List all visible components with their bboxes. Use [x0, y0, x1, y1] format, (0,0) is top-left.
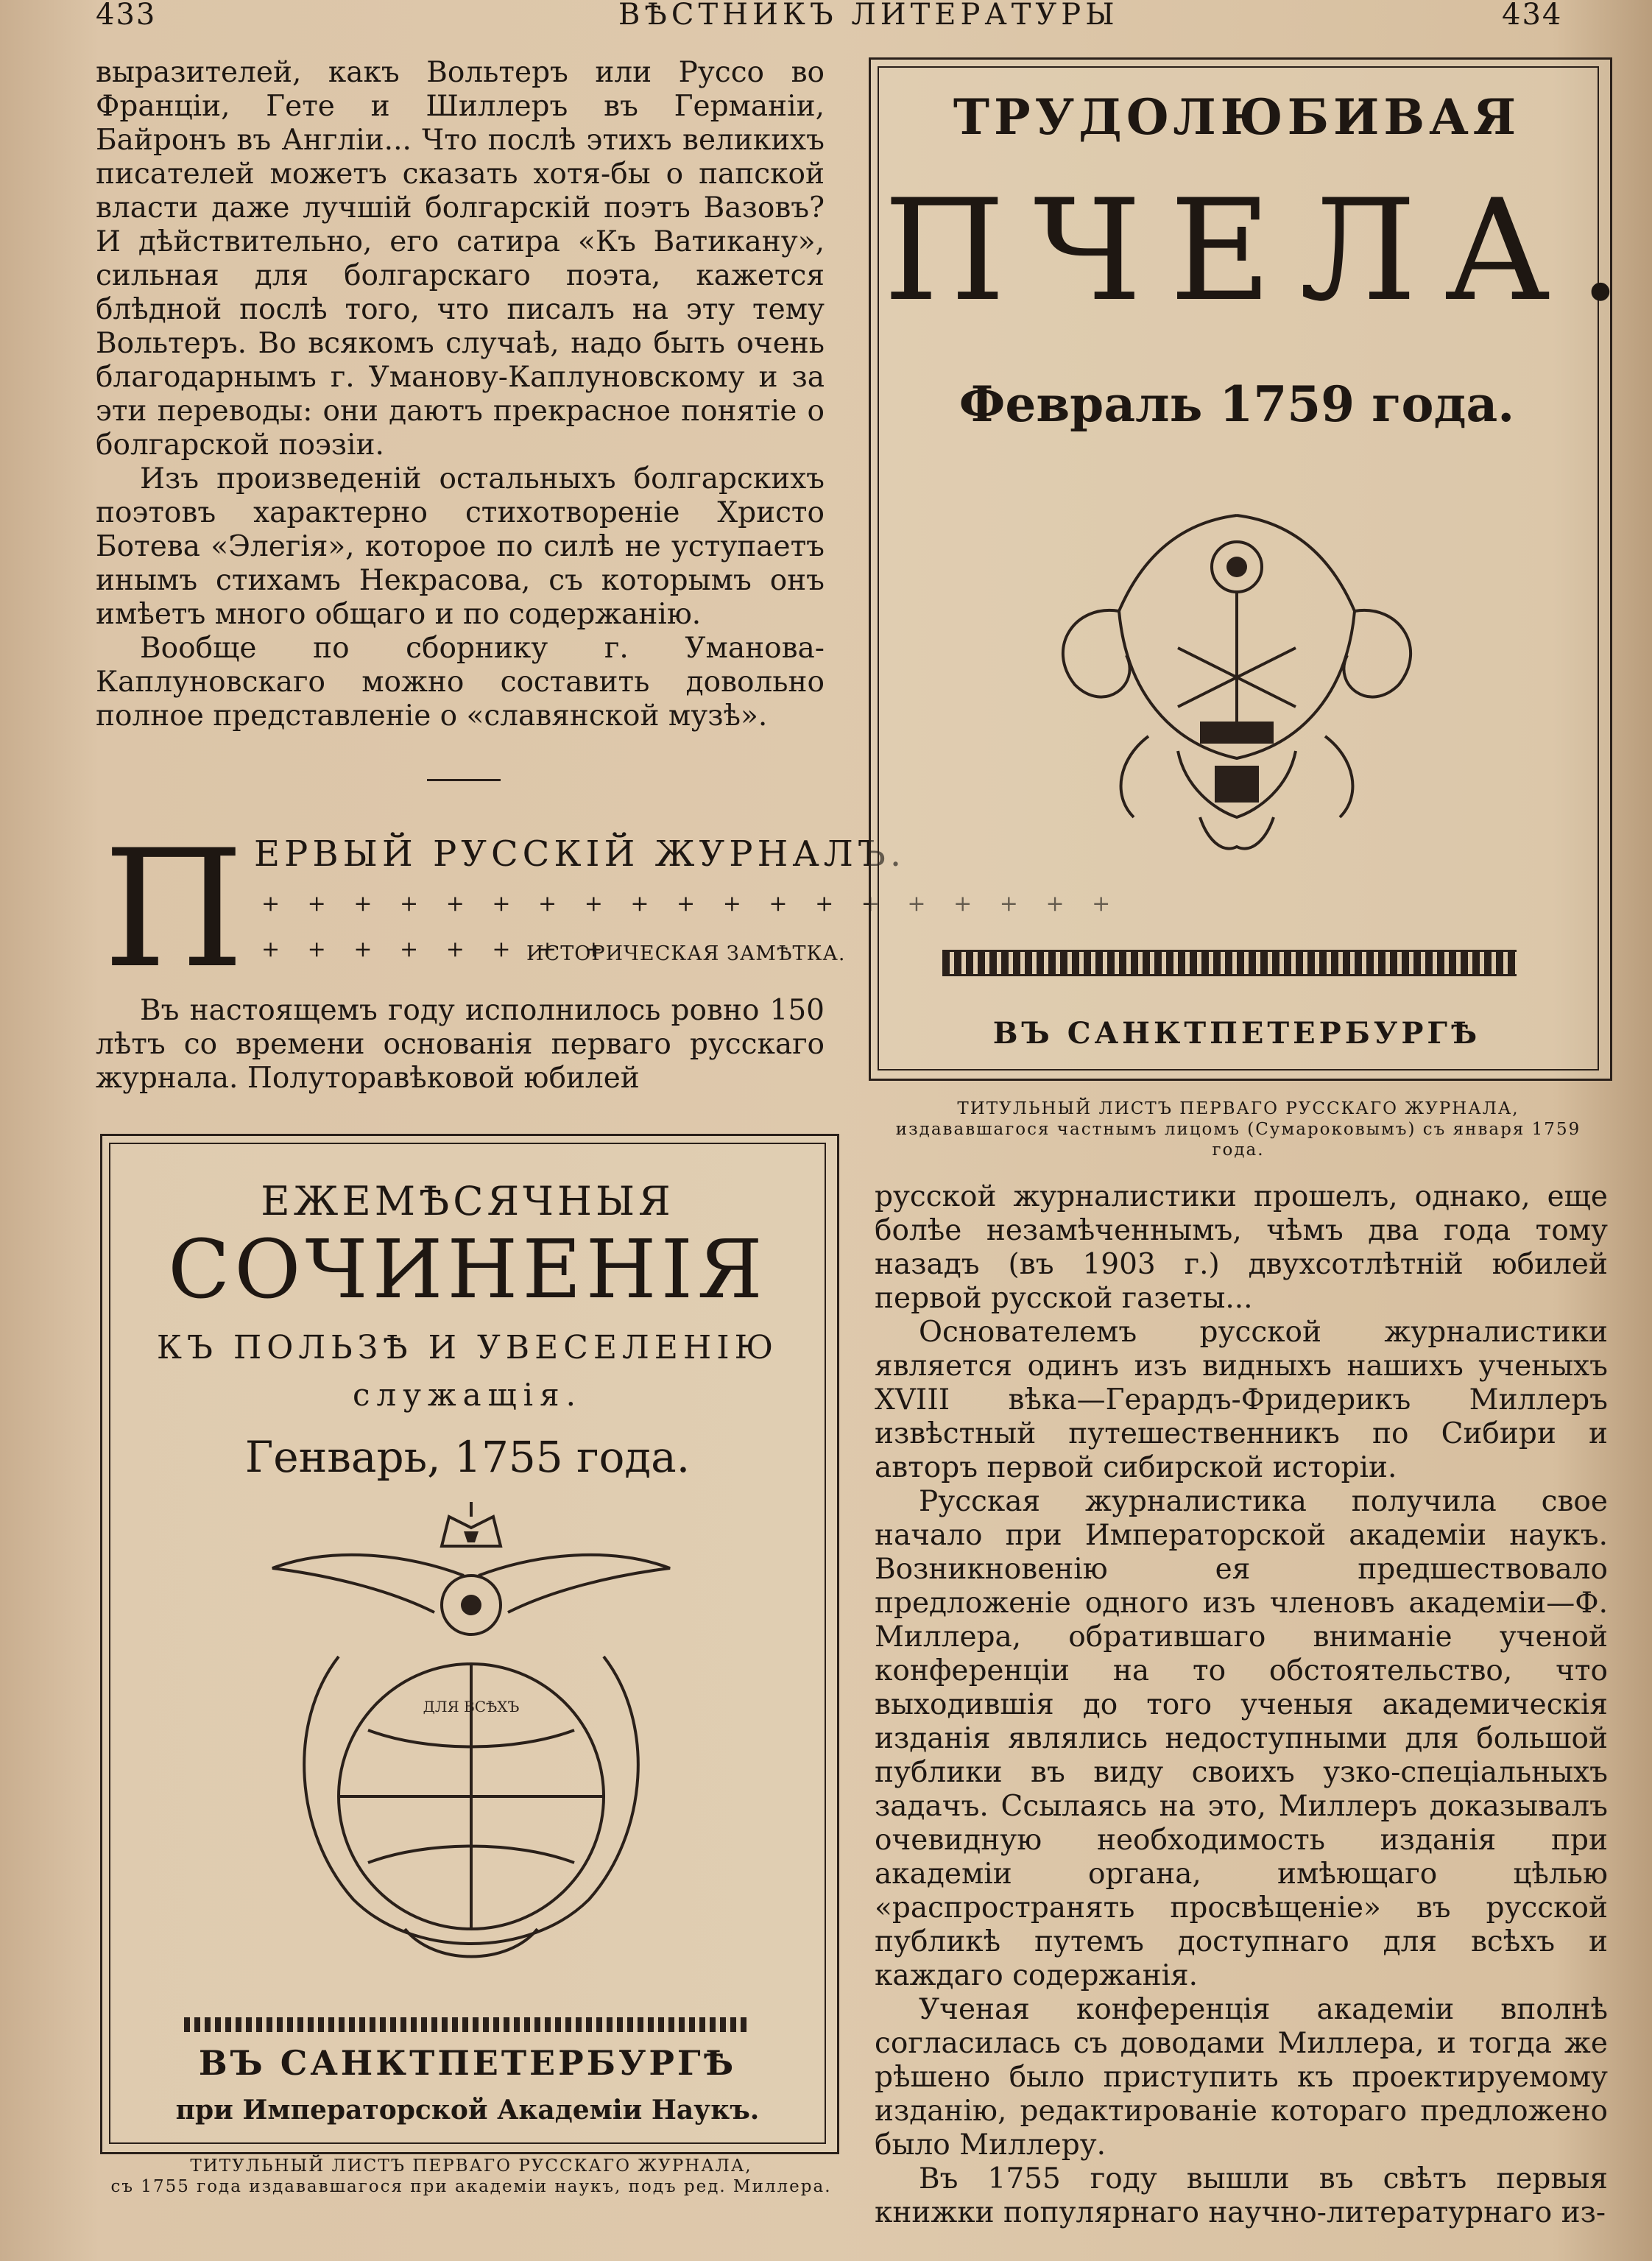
emblem-motto: ДЛЯ ВСѢХЪ	[423, 1698, 520, 1715]
figure1-date: Февраль 1759 года.	[959, 375, 1515, 433]
paragraph: Въ 1755 году вышли въ свѣтъ первыя книжки популярнаго научно-литературнаго из-	[875, 2162, 1608, 2229]
paragraph: Основателемъ русской журналистики является одинъ изъ видныхъ нашихъ ученыхъ XVIII вѣка—Герардъ-Фридерикъ Миллеръ извѣстный путешественникъ по Сибири и авторъ первой сибирской исторіи.	[875, 1316, 1608, 1484]
right-column-text	[875, 1180, 1608, 2230]
paragraph: русской журналистики прошелъ, однако, еще болѣе незамѣченнымъ, чѣмъ два года тому назадъ (въ 1903 г.) двухсотлѣтній юбилей первой русской газеты...	[875, 1180, 1608, 1315]
cartouche-emblem-icon	[1031, 501, 1443, 869]
paragraph: Вообще по сборнику г. Уманова-Каплуновскаго можно составить довольно полное представленіе о «славянской музѣ».	[96, 632, 825, 733]
article-intro	[96, 994, 825, 1096]
ornament-crosses: + + + + + + + +	[261, 937, 613, 962]
ornamental-rule	[942, 950, 1517, 976]
ornamental-rule	[184, 2017, 751, 2032]
caption-line: ТИТУЛЬНЫЙ ЛИСТЪ ПЕРВАГО РУССКАГО ЖУРНАЛА,	[190, 2156, 752, 2176]
paragraph: Ученая конференція академіи вполнѣ согласилась съ доводами Миллера, и тогда же рѣшено было приступить къ проектируемому изданію, редактированіе котораго предложено было Миллеру.	[875, 1993, 1608, 2162]
caption-line: ТИТУЛЬНЫЙ ЛИСТЪ ПЕРВАГО РУССКАГО ЖУРНАЛА,	[957, 1099, 1519, 1118]
section-divider	[427, 779, 501, 781]
figure2-title-top: ЕЖЕМѢСЯЧНЫЯ	[261, 1178, 674, 1224]
figure1-title-big: ПЧЕЛА.	[883, 169, 1651, 332]
article-title: ЕРВЫЙ РУССКІЙ ЖУРНАЛЪ.	[254, 833, 906, 875]
paragraph: выразителей, какъ Вольтеръ или Руссо во Франціи, Гете и Шиллеръ въ Германіи, Байронъ въ Англіи... Что послѣ этихъ великихъ писателей можетъ сказать хотя-бы о папской власти даже лучшій болгарскій поэтъ Вазовъ? И дѣйствительно, его сатира «Къ Ватикану», сильная для болгарскаго поэта, кажется блѣдной послѣ того, что писалъ на эту тему Вольтеръ. Во всякомъ случаѣ, надо быть очень благодарнымъ г. Уманову-Каплуновскому и за эти переводы: они даютъ прекрасное понятіе о болгарской поэзіи.	[96, 56, 825, 462]
caption-line: съ 1755 года издававшагося при академіи наукъ, подъ ред. Миллера.	[110, 2177, 832, 2196]
figure2-title-big: СОЧИНЕНІЯ	[168, 1222, 767, 1316]
paragraph: Изъ произведеній остальныхъ болгарскихъ поэтовъ характерно стихотвореніе Христо Ботева «Элегія», которое по силѣ не уступаетъ инымъ стихамъ Некрасова, съ которымъ онъ имѣетъ много общаго и по содержанію.	[96, 462, 825, 631]
page-number-left: 433	[96, 0, 157, 32]
figure2-city: ВЪ САНКТПЕТЕРБУРГѢ	[198, 2043, 737, 2083]
paragraph: Въ настоящемъ году исполнилось ровно 150 лѣтъ со времени основанія перваго русскаго журнала. Полуторавѣковой юбилей	[96, 994, 825, 1095]
figure2-caption	[88, 2156, 854, 2197]
figure1-title-top: ТРУДОЛЮБИВАЯ	[953, 88, 1521, 146]
page-number-right: 434	[1502, 0, 1563, 32]
figure2-subtitle-2: служащія.	[353, 1377, 582, 1413]
drop-cap: П	[103, 815, 244, 1003]
eagle-globe-emblem-icon	[243, 1487, 699, 1995]
figure2-academy: при Императорской Академіи Наукъ.	[175, 2095, 760, 2126]
ornament-crosses: + + + + + + + + + + + + + + + + + + +	[261, 891, 1121, 917]
figure2-date: Генварь, 1755 года.	[244, 1432, 691, 1482]
running-header-title: ВѢСТНИКЪ ЛИТЕРАТУРЫ	[618, 0, 1119, 32]
figure2-subtitle: КЪ ПОЛЬЗѢ И УВЕСЕЛЕНІЮ	[156, 1329, 779, 1366]
article-subtitle: ИСТОРИЧЕСКАЯ ЗАМѢТКА.	[526, 942, 846, 965]
left-column-text	[96, 56, 825, 733]
caption-line: издававшагося частнымъ лицомъ (Сумароковымъ) съ января 1759 года.	[895, 1120, 1581, 1160]
figure1-city: ВЪ САНКТПЕТЕРБУРГѢ	[992, 1016, 1481, 1051]
paragraph: Русская журналистика получила свое начало при Императорской академіи наукъ. Возникновенію ея предшествовало предложеніе одного изъ членовъ академіи—Ф. Миллера, обратившаго вниманіе ученой конференціи на то обстоятельство, что выходившія до того ученыя академическія изданія являлись недоступными для большой публики въ виду своихъ узко-спеціальныхъ задачъ. Ссылаясь на это, Миллеръ доказывалъ очевидную необходимость изданія при академіи органа, имѣющаго цѣлью «распространять просвѣщеніе» въ русской публикѣ путемъ доступнаго для всѣхъ и каждаго содержанія.	[875, 1485, 1608, 1992]
figure1-caption	[869, 1098, 1608, 1160]
